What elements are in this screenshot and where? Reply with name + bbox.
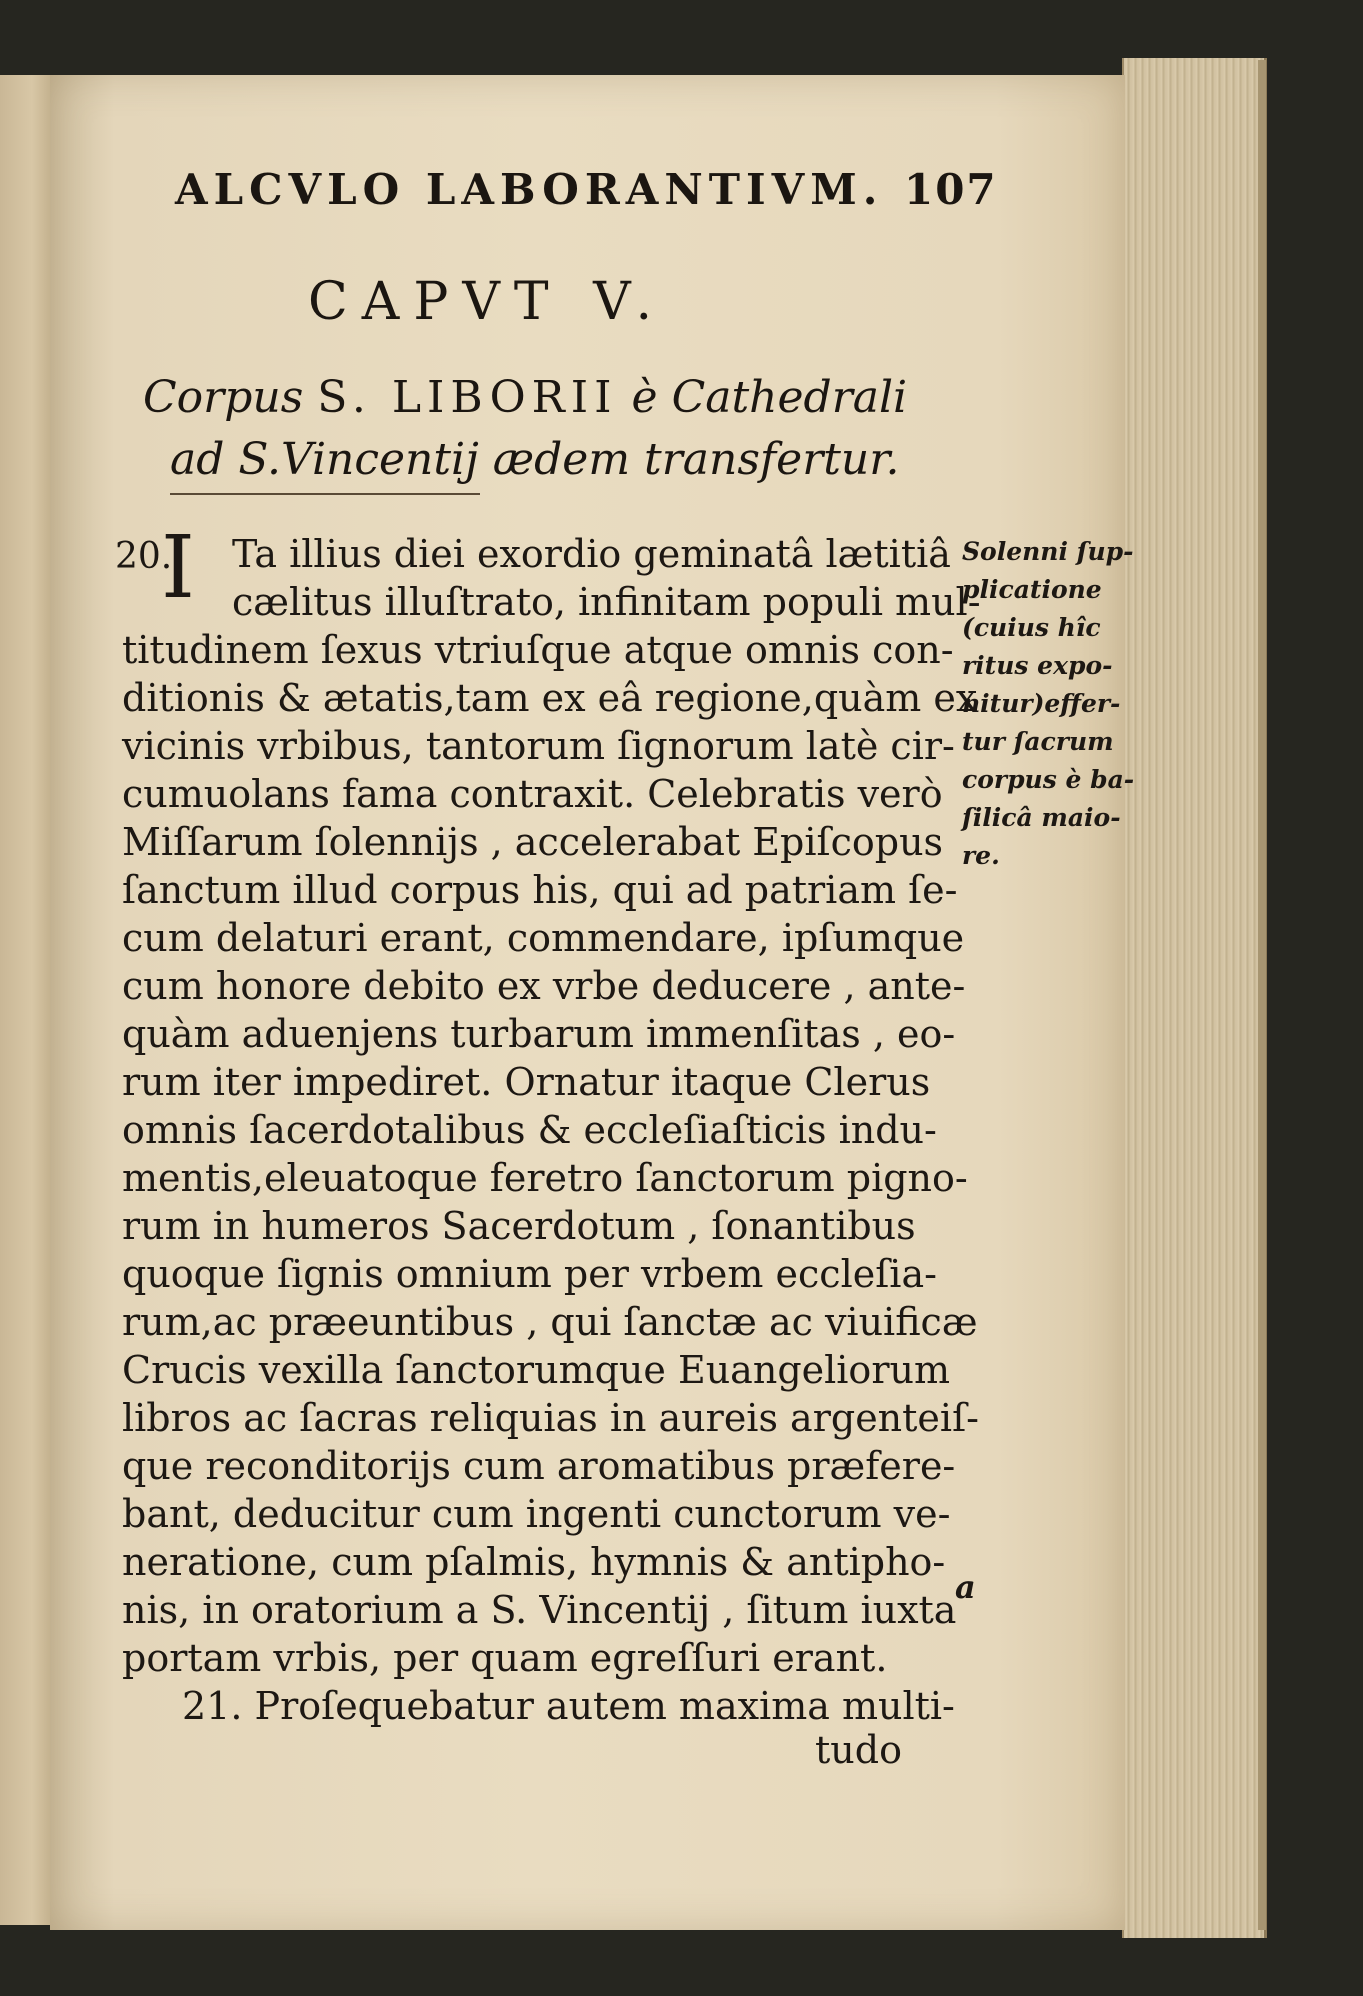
margin-note-line: tur ſacrum xyxy=(962,727,1114,756)
margin-note-line: re. xyxy=(962,841,1000,870)
summary-line-2: ad S.Vincentij ædem transfertur. xyxy=(170,434,900,485)
text-line: Crucis vexilla ſanctorumque Euangeliorum xyxy=(122,1348,950,1392)
text-line: bant, deducitur cum ingenti cunctorum ve- xyxy=(122,1492,951,1536)
catchword: tudo xyxy=(815,1728,902,1772)
margin-note-line: ſilicâ maio- xyxy=(962,803,1121,832)
text-line: cumuolans fama contraxit. Celebratis verò xyxy=(122,772,943,816)
page-number: 107 xyxy=(903,165,998,214)
text-line-paragraph-21: 21. Proſequebatur autem maxima multi- xyxy=(182,1684,955,1728)
margin-note-line: ritus expo- xyxy=(962,651,1113,680)
text-line: omnis ſacerdotalibus & eccleſiaſticis indu- xyxy=(122,1108,937,1152)
text-line: nis, in oratorium a S. Vincentij , ſitum iuxta xyxy=(122,1588,957,1632)
summary-italic-b: è Cathedrali xyxy=(631,372,908,423)
text-line: mentis,eleuatoque feretro ſanctorum pigno- xyxy=(122,1156,968,1200)
margin-note-line: Solenni ſup- xyxy=(962,537,1134,566)
margin-note-line: nitur)effer- xyxy=(962,689,1121,718)
text-line: rum in humeros Sacerdotum , ſonantibus xyxy=(122,1204,916,1248)
cover-edge xyxy=(1258,60,1266,1930)
text-line: quàm aduenjens turbarum immenſitas , eo- xyxy=(122,1012,956,1056)
text-line: que reconditorijs cum aromatibus præfere- xyxy=(122,1444,956,1488)
running-head xyxy=(175,165,998,214)
summary-italic-a: Corpus xyxy=(143,372,304,423)
text-line: cælitus illuſtrato, infinitam populi mul- xyxy=(232,580,981,624)
chapter-title: CAPVT V. xyxy=(308,272,667,332)
text-line: titudinem ſexus vtriuſque atque omnis con- xyxy=(122,628,954,672)
margin-reference-mark: a xyxy=(955,1568,976,1606)
drop-initial: I xyxy=(161,518,195,618)
page-block-edge xyxy=(1122,58,1267,1938)
text-line: portam vrbis, per quam egreſſuri erant. xyxy=(122,1636,888,1680)
text-line: rum iter impediret. Ornatur itaque Clerus xyxy=(122,1060,931,1104)
running-head-title: ALCVLO LABORANTIVM. xyxy=(175,165,884,214)
text-line: cum honore debito ex vrbe deducere , ante- xyxy=(122,964,966,1008)
summary-line-1 xyxy=(143,372,907,423)
text-line: Ta illius diei exordio geminatâ lætitiâ xyxy=(232,532,951,576)
text-line: ditionis & ætatis,tam ex eâ regione,quàm ex xyxy=(122,676,978,720)
summary-caps: S. LIBORII xyxy=(317,372,618,423)
text-line: neratione, cum pſalmis, hymnis & antipho- xyxy=(122,1540,946,1584)
text-line: quoque ſignis omnium per vrbem eccleſia- xyxy=(122,1252,937,1296)
text-line: Miſſarum ſolennijs , accelerabat Epiſcopus xyxy=(122,820,944,864)
text-line: libros ac ſacras reliquias in aureis argenteiſ- xyxy=(122,1396,979,1440)
text-line: vicinis vrbibus, tantorum ſignorum latè cir- xyxy=(122,724,955,768)
margin-note-line: plicatione xyxy=(962,575,1102,604)
margin-note-line: corpus è ba- xyxy=(962,765,1135,794)
text-line: cum delaturi erant, commendare, ipſumque xyxy=(122,916,965,960)
section-number-20: 20. xyxy=(115,536,173,577)
text-line: rum,ac præeuntibus , qui ſanctæ ac viuificæ xyxy=(122,1300,978,1344)
margin-note-line: (cuius hîc xyxy=(962,613,1101,642)
summary-rule xyxy=(170,493,480,495)
text-line: ſanctum illud corpus his, qui ad patriam ſe- xyxy=(122,868,958,912)
